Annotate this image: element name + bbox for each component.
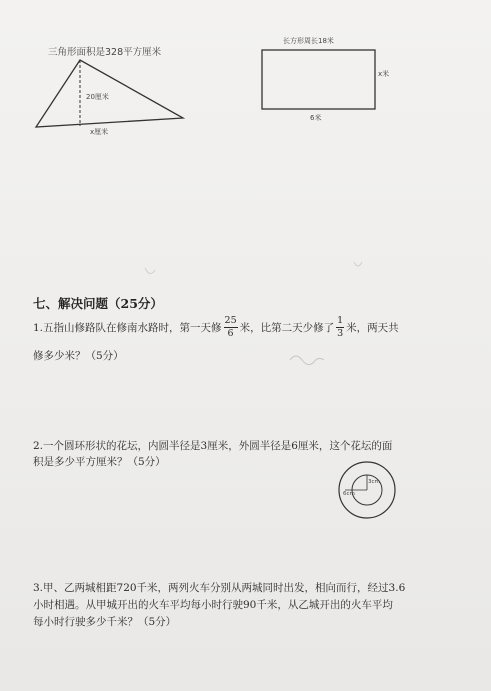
- fraction-numerator: 25: [224, 315, 237, 326]
- question-3-line1: 3.甲、乙两城相距720千米，两列火车分别从两城同时出发，相向而行，经过3.6: [33, 582, 406, 594]
- question-3-line2: 小时相遇。从甲城开出的火车平均每小时行驶90千米，从乙城开出的火车平均: [33, 599, 393, 611]
- question-1-text-a: 1.五指山修路队在修南水路时，第一天修: [33, 321, 222, 334]
- question-2-line2: 积是多少平方厘米？（5分）: [33, 456, 166, 468]
- question-1-text-c: 米，两天共: [346, 321, 399, 334]
- question-1-text-b: 米，比第二天少修了: [239, 321, 335, 334]
- rectangle-bottom-label: 6米: [310, 114, 322, 122]
- triangle-caption: 三角形面积是328平方厘米: [48, 47, 162, 58]
- question-3-line3: 每小时行驶多少千米？（5分）: [33, 616, 177, 628]
- triangle-base-label: x厘米: [90, 128, 109, 136]
- fraction-denominator: 6: [227, 327, 234, 339]
- triangle-height-label: 20厘米: [86, 93, 109, 101]
- question-2-line1: 2.一个圆环形状的花坛，内圆半径是3厘米，外圆半径是6厘米，这个花坛的面: [33, 440, 393, 452]
- rectangle-side-label: x米: [378, 70, 390, 78]
- rectangle-caption: 长方形周长18米: [283, 37, 334, 45]
- annulus-outer-label: 6cm: [343, 491, 355, 497]
- annulus-inner-label: 3cm: [368, 479, 380, 485]
- fraction-denominator: 3: [337, 327, 344, 339]
- section-title: 七、解决问题（25分）: [33, 296, 163, 311]
- fraction-numerator: 1: [337, 315, 344, 326]
- question-1-line2: 修多少米？（5分）: [33, 350, 124, 362]
